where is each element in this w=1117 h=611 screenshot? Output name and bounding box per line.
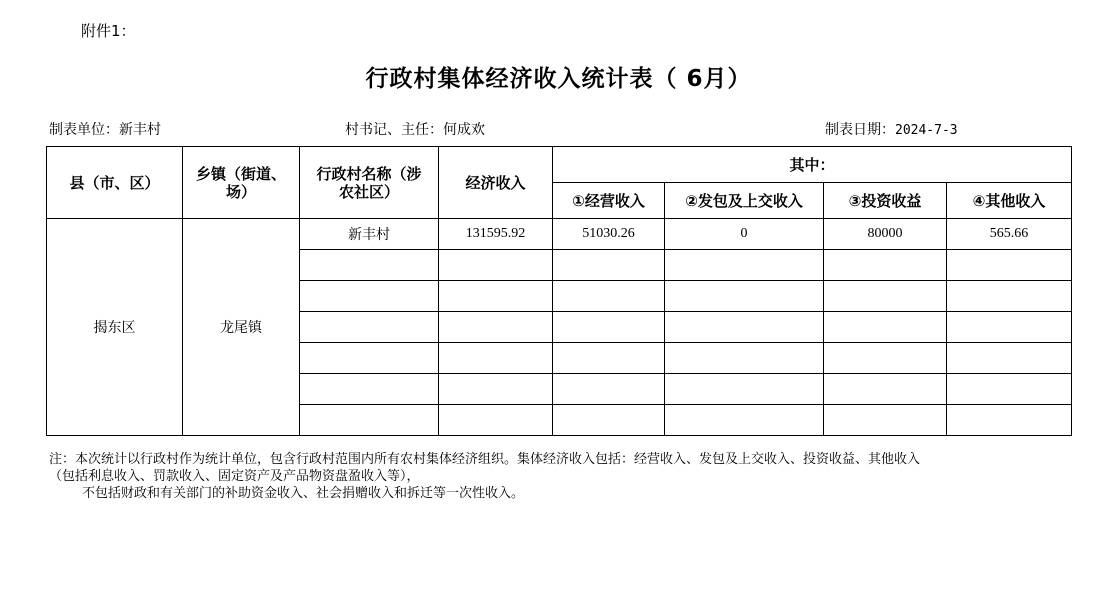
header-income: 经济收入 xyxy=(439,147,553,219)
contract-cell xyxy=(665,343,824,374)
income-stats-table xyxy=(46,146,1072,436)
operating-cell xyxy=(553,374,665,405)
meta-date-value: 2024-7-3 xyxy=(895,123,958,138)
income-cell xyxy=(439,281,553,312)
operating-cell xyxy=(553,312,665,343)
other-cell xyxy=(947,250,1072,281)
operating-cell xyxy=(553,343,665,374)
header-village xyxy=(300,147,439,219)
header-township-text: 乡镇（街道、场） xyxy=(195,164,286,201)
contract-cell xyxy=(665,405,824,436)
meta-secretary-label: 村书记、主任： xyxy=(345,122,443,138)
income-cell xyxy=(439,312,553,343)
header-operating: ①经营收入 xyxy=(553,183,665,219)
contract-cell xyxy=(665,374,824,405)
investment-cell xyxy=(824,405,947,436)
income-cell xyxy=(439,374,553,405)
contract-cell xyxy=(665,312,824,343)
table-row xyxy=(47,219,1072,250)
village-cell xyxy=(300,405,439,436)
village-cell: 新丰村 xyxy=(300,219,439,250)
other-cell xyxy=(947,405,1072,436)
other-cell xyxy=(947,281,1072,312)
contract-cell xyxy=(665,281,824,312)
meta-date-label: 制表日期： xyxy=(825,122,895,138)
county-cell: 揭东区 xyxy=(47,219,183,436)
meta-date xyxy=(825,119,958,139)
note-line-3: 不包括财政和有关部门的补助资金收入、社会捐赠收入和拆迁等一次性收入。 xyxy=(82,486,525,501)
operating-cell: 51030.26 xyxy=(553,219,665,250)
income-cell xyxy=(439,405,553,436)
header-row-1 xyxy=(47,147,1072,183)
meta-secretary xyxy=(345,119,485,139)
operating-cell xyxy=(553,250,665,281)
investment-cell xyxy=(824,374,947,405)
attachment-label: 附件1： xyxy=(81,22,136,40)
other-cell xyxy=(947,374,1072,405)
township-cell: 龙尾镇 xyxy=(183,219,300,436)
investment-cell xyxy=(824,312,947,343)
meta-unit-label: 制表单位： xyxy=(49,122,119,138)
investment-cell xyxy=(824,281,947,312)
header-investment: ③投资收益 xyxy=(824,183,947,219)
other-cell xyxy=(947,343,1072,374)
header-township xyxy=(183,147,300,219)
village-cell xyxy=(300,312,439,343)
meta-unit-value: 新丰村 xyxy=(119,122,161,138)
header-village-text: 行政村名称（涉农社区） xyxy=(316,164,422,201)
header-contract: ②发包及上交收入 xyxy=(665,183,824,219)
contract-cell: 0 xyxy=(665,219,824,250)
note-line-1: 注：本次统计以行政村作为统计单位，包含行政村范围内所有农村集体经济组织。集体经济收入包括：经营收入、发包及上交收入、投资收益、其他收入 xyxy=(49,452,921,467)
other-cell: 565.66 xyxy=(947,219,1072,250)
village-cell xyxy=(300,343,439,374)
investment-cell: 80000 xyxy=(824,219,947,250)
page-title: 行政村集体经济收入统计表（ 6月） xyxy=(365,66,752,92)
income-cell: 131595.92 xyxy=(439,219,553,250)
operating-cell xyxy=(553,405,665,436)
meta-unit xyxy=(49,119,161,139)
operating-cell xyxy=(553,281,665,312)
notes-block xyxy=(49,451,1079,502)
village-cell xyxy=(300,374,439,405)
income-cell xyxy=(439,343,553,374)
investment-cell xyxy=(824,250,947,281)
header-among: 其中： xyxy=(553,147,1072,183)
other-cell xyxy=(947,312,1072,343)
note-line-2: （包括利息收入、罚款收入、固定资产及产品物资盘盈收入等）， xyxy=(49,469,420,484)
header-county: 县（市、区） xyxy=(47,147,183,219)
meta-secretary-value: 何成欢 xyxy=(443,122,485,138)
contract-cell xyxy=(665,250,824,281)
investment-cell xyxy=(824,343,947,374)
village-cell xyxy=(300,281,439,312)
income-cell xyxy=(439,250,553,281)
village-cell xyxy=(300,250,439,281)
header-other: ④其他收入 xyxy=(947,183,1072,219)
